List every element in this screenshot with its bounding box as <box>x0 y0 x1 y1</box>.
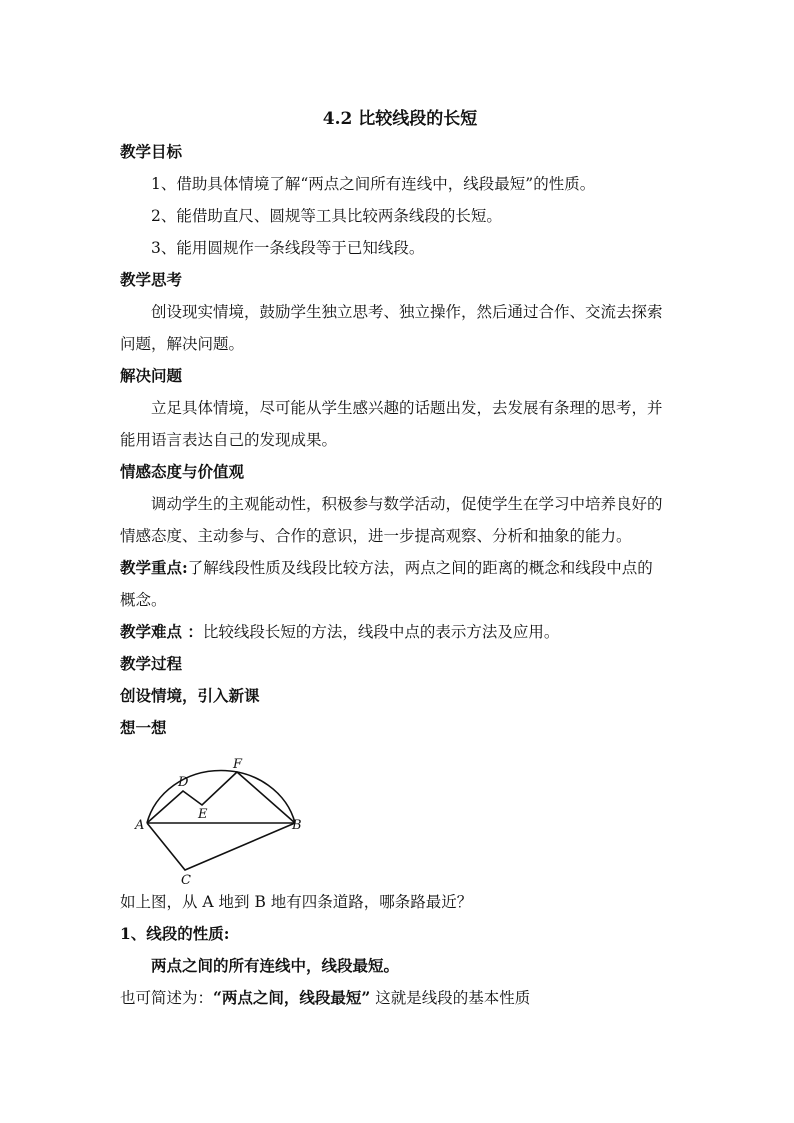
difficulties <box>120 616 680 648</box>
attitude-text-2: 情感态度、主动参与、合作的意识，进一步提高观察、分析和抽象的能力。 <box>120 527 632 545</box>
key-points-text-2: 概念。 <box>120 591 167 609</box>
label-e: E <box>198 807 208 822</box>
lesson-content <box>120 104 680 1014</box>
lesson-title: 4.2 比较线段的长短 <box>322 109 478 129</box>
solving-text-2: 能用语言表达自己的发现成果。 <box>120 431 338 449</box>
process-intro: 创设情境，引入新课 <box>120 686 260 705</box>
label-d: D <box>178 775 189 790</box>
thinking-heading: 教学思考 <box>120 270 183 289</box>
difficulties-label: 教学难点 ： <box>120 622 203 641</box>
label-f: F <box>233 757 243 772</box>
goal-item-2: 2、能借助直尺、圆规等工具比较两条线段的长短。 <box>151 207 502 225</box>
arc-path <box>147 770 295 823</box>
property-text: 两点之间的所有连线中，线段最短。 <box>151 956 400 975</box>
solving-heading: 解决问题 <box>120 366 183 385</box>
label-a: A <box>135 818 145 833</box>
summary-prefix: 也可简述为： <box>120 989 214 1007</box>
summary-line <box>120 982 680 1014</box>
key-points-label: 教学重点: <box>120 558 188 577</box>
goal-item-3: 3、能用圆规作一条线段等于已知线段。 <box>151 239 425 257</box>
solving-text-1: 立足具体情境，尽可能从学生感兴趣的话题出发，去发展有条理的思考，并 <box>151 399 663 417</box>
question-text: 如上图，从 A 地到 B 地有四条道路，哪条路最近？ <box>120 893 473 911</box>
section1-heading: 1、线段的性质: <box>120 924 230 943</box>
label-b: B <box>292 818 302 833</box>
summary-suffix: 这就是线段的基本性质 <box>370 989 531 1007</box>
path-a-c-b <box>147 823 295 870</box>
paths-diagram <box>120 750 320 886</box>
attitude-text-1: 调动学生的主观能动性，积极参与数学活动，促使学生在学习中培养良好的 <box>151 495 663 513</box>
thinking-text-1: 创设现实情境，鼓励学生独立思考、独立操作，然后通过合作、交流去探索 <box>151 303 663 321</box>
attitude-heading: 情感态度与价值观 <box>120 462 245 481</box>
paths-figure <box>120 750 320 886</box>
label-c: C <box>181 873 191 886</box>
key-points-text: 了解线段性质及线段比较方法，两点之间的距离的概念和线段中点的 <box>187 559 653 577</box>
key-points <box>120 552 680 584</box>
process-heading: 教学过程 <box>120 654 183 673</box>
path-a-d-e-f-b <box>147 772 295 823</box>
goals-heading: 教学目标 <box>120 142 183 161</box>
thinking-text-2: 问题，解决问题。 <box>120 335 245 353</box>
difficulties-text: 比较线段长短的方法，线段中点的表示方法及应用。 <box>202 623 560 641</box>
goal-item-1: 1、借助具体情境了解“两点之间所有连线中，线段最短”的性质。 <box>151 175 596 193</box>
think-heading: 想一想 <box>120 718 167 737</box>
summary-bold: “两点之间，线段最短” <box>213 988 371 1007</box>
